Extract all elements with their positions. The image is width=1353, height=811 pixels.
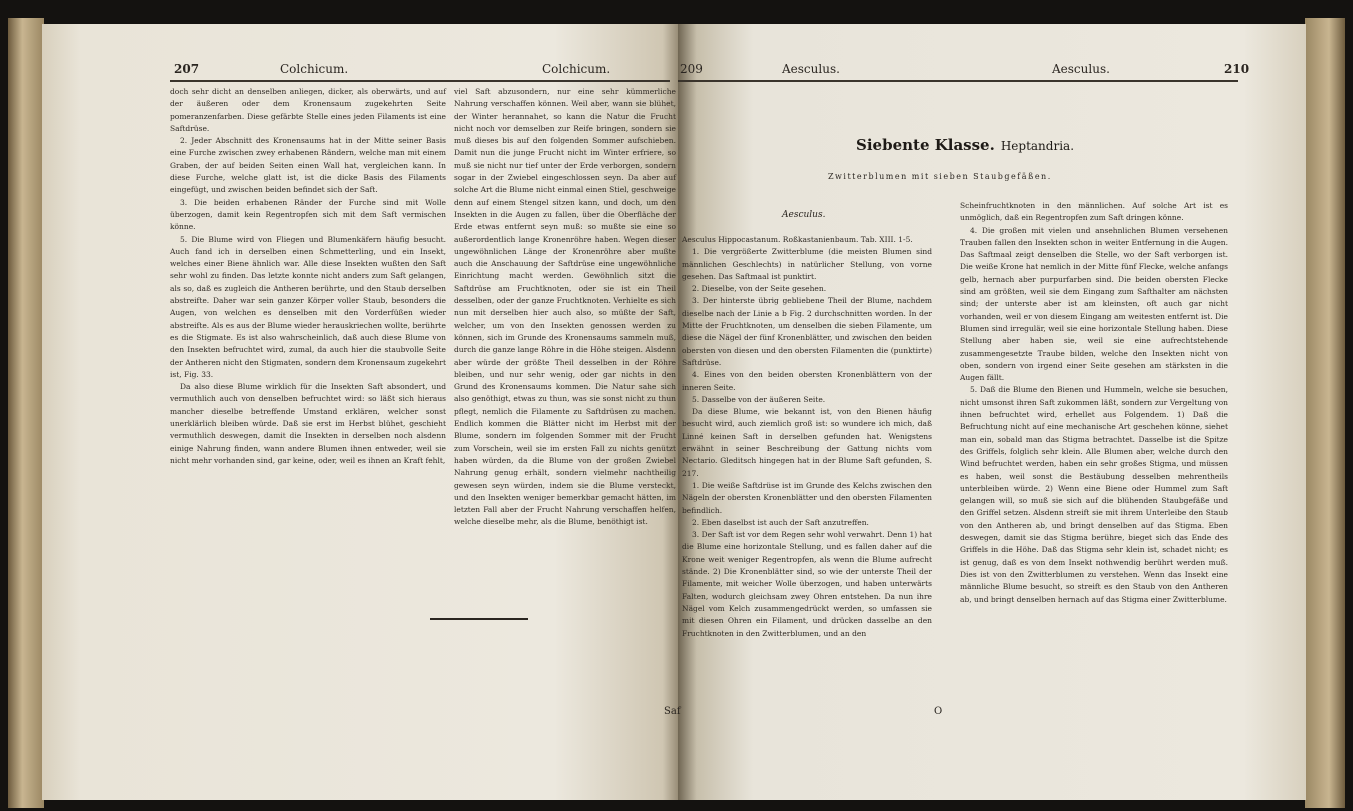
catchword-left: Saf <box>664 706 681 717</box>
paragraph: Aesculus Hippocastanum. Roßkastanienbaum. Tab. XIII. 1-5. <box>682 235 913 244</box>
left-running-head-2: Colchicum. <box>542 62 611 76</box>
left-page-edges <box>8 18 44 808</box>
left-running-head: Colchicum. <box>280 62 349 76</box>
signature-mark: O <box>934 706 943 717</box>
left-header-rule <box>170 80 670 82</box>
chapter-title-german: Siebente Klasse. <box>856 136 995 154</box>
paragraph: 2. Jeder Abschnitt des Kronensaums hat in der Mitte seiner Basis eine Furche zwischen zwey erhabenen Rändern, welche man mit einem Graben, der auf beiden Seiten einen Wall hat, vergleichen kann. In diese Furche, welche glatt ist, ist die dicke Basis des Filaments eingefügt, und zwischen beiden befindet sich der Saft. <box>170 136 446 195</box>
right-page <box>664 24 1306 800</box>
paragraph: 1. Die vergrößerte Zwitterblume (die meisten Blumen sind männlichen Geschlechts) in natürlicher Stellung, von vorne gesehen. Das Saftmaal ist punktirt. <box>682 247 932 281</box>
right-column-2 <box>960 200 1228 700</box>
right-column-1 <box>682 234 932 714</box>
paragraph: 3. Der hinterste übrig gebliebene Theil der Blume, nachdem dieselbe nach der Linie a b Fig. 2 durchschnitten worden. In der Mitte der Fruchtknoten, um denselben die sieben Filamente, um diese die Nägel der fünf Kronenblätter, und zwischen den beiden obersten von diesen und den obersten Filamenten die (punktirte) Saftdrüse. <box>682 296 932 367</box>
left-column-1 <box>170 86 446 586</box>
paragraph: 2. Dieselbe, von der Seite gesehen. <box>692 284 827 294</box>
paragraph: 2. Eben daselbst ist auch der Saft anzutreffen. <box>692 517 869 527</box>
right-header-rule <box>678 80 1238 82</box>
chapter-subtitle: Zwitterblumen mit sieben Staubgefäßen. <box>828 172 1052 181</box>
chapter-title-latin: Heptandria. <box>1000 139 1075 153</box>
paragraph: viel Saft abzusondern, nur eine sehr kümmerliche Nahrung verschaffen können. Weil aber, wann sie blühet, der Winter herannahet, so kann die Natur die Frucht nicht noch vor demselben zur Reife bringen, sondern sie muß dieses bis auf den folgenden Sommer aufschieben. Damit nun die junge Frucht nicht im Winter erfriere, so muß sie nicht nur tief unter der Erde verborgen, sondern sogar in der Zwiebel eingeschlossen seyn. Da aber auf solche Art die Blume nicht einmal einen Stiel, geschweige denn auf einem Stengel sitzen kann, und doch, um den Insekten in die Augen zu fallen, über die Oberfläche der Erde etwas entfernt seyn muß: so mußte sie eine so außerordentlich lange Kronenröhre haben. Wegen dieser ungewöhnlichen Länge der Kronenröhre aber mußte auch die Anschauung der Saftdrüse eine ungewöhnliche Einrichtung macht werden. Gewöhnlich sitzt die Saftdrüse am Fruchtknoten, oder sie ist ein Theil desselben, oder der ganze Fruchtknoten. Verhielte es sich nun mit derselben hier auch also, so müßte der Saft, welcher, um von den Insekten genossen werden zu können, sich im Grunde des Kronensaums sammeln muß, durch die ganze lange Röhre in die Höhe steigen. Alsdenn aber würde der größte Theil desselben in der Röhre bleiben, und nur sehr wenig, oder gar nichts in den Grund des Kronensaums kommen. Die Natur sahe sich also genöthigt, etwas zu thun, was sie sonst nicht zu thun pflegt, nemlich die Filamente zu Saftdrüsen zu machen. Endlich kommen die Blätter nicht im Herbst mit der Blume, sondern im folgenden Sommer mit der Frucht zum Vorschein, weil sie im ersten Fall zu nichts genützt haben würden, da die Blume von der großen Zwiebel Nahrung genug erhält, sondern vielmehr nachtheilig gewesen seyn würden, indem sie die Blume versteckt, und den Insekten weniger bemerkbar gemacht hätten, im letzten Fall aber der Frucht Nahrung verschaffen helfen, welche dieselbe mehr, als die Blume, benöthigt ist. <box>454 87 676 527</box>
right-leading-page-number: 209 <box>680 62 703 76</box>
paragraph: 5. Daß die Blume den Bienen und Hummeln, welche sie besuchen, nicht umsonst ihren Saft zukommen läßt, sondern zur Vergeltung von ihnen befruchtet wird, erhellet aus Folgendem. 1) Daß die Befruchtung nicht auf eine mechanische Art geschehen könne, siehet man ein, sobald man das Stigma betrachtet. Dasselbe ist die Spitze des Griffels, folglich sehr klein. Alle Blumen aber, welche durch den Wind befruchtet werden, haben ein sehr großes Stigma, und müssen es haben, weil sonst die Bestäubung desselben mehrentheils unterbleiben würde. 2) Wenn eine Biene oder Hummel zum Saft gelangen will, so muß sie sich auf die blühenden Staubgefäße und den Griffel setzen. Alsdenn streift sie mit ihrem Unterleibe den Staub von den Antheren ab, und bringt denselben auf das Stigma. Eben deswegen, damit sie das Stigma berühre, bieget sich das Ende des Griffels in die Höhe. Daß das Stigma sehr klein ist, schadet nicht; es ist genug, daß es von dem Insekt nothwendig berührt werden muß. Dies ist von den Zwitterblumen zu verstehen. Wenn das Insekt eine männliche Blume besucht, so streift es den Staub von den Antheren ab, und bringt denselben hernach auf das Stigma einer Zwitterblume. <box>960 385 1228 604</box>
paragraph: 4. Eines von den beiden obersten Kronenblättern von der inneren Seite. <box>682 370 932 392</box>
paragraph: 5. Die Blume wird von Fliegen und Blumenkäfern häufig besucht. Auch fand ich in derselben einen Schmetterling, und ein Insekt, welches einer Biene ähnlich war. Alle diese Insekten wußten den Saft sehr wohl zu finden. Das letzte konnte nicht anders zum Saft gelangen, als so, daß es zugleich die Antheren berührte, und den Staub derselben abstreifte. Daher war sein ganzer Körper voller Staub, besonders die Augen, von welchen es denselben mit den Vorderfüßen wieder abstreifte. Als es aus der Blume wieder herauskriechen wollte, berührte es die Stigmate. Es ist also wahrscheinlich, daß auch diese Blume von den Insekten befruchtet wird, zumal, da auch hier die staubvolle Seite der Antheren nicht den Stigmaten, sondern dem Kronensaum zugekehrt ist, Fig. 33. <box>170 234 446 379</box>
section-end-rule <box>430 618 528 620</box>
left-page-number: 207 <box>174 62 200 76</box>
genus-heading: Aesculus. <box>782 210 826 220</box>
paragraph: 1. Die weiße Saftdrüse ist im Grunde des Kelchs zwischen den Nägeln der obersten Kronenblätter und den obersten Filamenten befindlich. <box>682 480 932 515</box>
right-running-head: Aesculus. <box>782 62 840 76</box>
paragraph: Da diese Blume, wie bekannt ist, von den Bienen häufig besucht wird, auch ziemlich groß ist: so wundere ich mich, daß Linné keinen Saft in derselben gefunden hat. Wenigstens erwähnt in seiner Beschreibung der Gattung nichts vom Nectario. Gleditsch hingegen hat in der Blume Saft gefunden, S. 217. <box>682 407 932 478</box>
paragraph: 3. Der Saft ist vor dem Regen sehr wohl verwahrt. Denn 1) hat die Blume eine horizontale Stellung, und es fallen daher auf die Krone weit weniger Regentropfen, als wenn die Blume aufrecht stände. 2) Die Kronenblätter sind, so wie der unterste Theil der Filamente, mit weicher Wolle überzogen, und haben unterwärts Falten, wodurch gleichsam zwey Ohren entstehen. Da nun ihre Nägel vom Kelch zusammengedrückt werden, so umfassen sie mit diesen Ohren ein Filament, und drücken dasselbe an den Fruchtknoten in den Zwitterblumen, und an den <box>682 530 932 638</box>
chapter-title <box>856 136 1074 154</box>
paragraph: Da also diese Blume wirklich für die Insekten Saft absondert, und vermuthlich auch von denselben befruchtet wird: so läßt sich hieraus mancher dieselbe betreffende Umstand erklären, welcher sonst unerklärlich bleiben würde. Daß sie erst im Herbst blühet, geschieht vermuthlich deswegen, damit die Insekten in derselben noch alsdenn einige Nahrung finden, wann andere Blumen ihnen entweder, weil sie nicht mehr vorhanden sind, gar keine, oder, weil es ihnen an Kraft fehlt, <box>170 382 446 465</box>
right-page-number: 210 <box>1224 62 1250 76</box>
left-page <box>42 24 682 800</box>
right-page-edges <box>1305 18 1345 808</box>
paragraph: 5. Dasselbe von der äußeren Seite. <box>692 394 826 404</box>
open-book <box>8 18 1345 808</box>
paragraph: 3. Die beiden erhabenen Ränder der Furche sind mit Wolle überzogen, damit kein Regentropfen sich mit dem Saft vermischen könne. <box>170 197 446 232</box>
paragraph: doch sehr dicht an denselben anliegen, dicker, als oberwärts, und auf der äußeren oder dem Kronensaum zugekehrten Seite pomeranzenfarben. Diese gefärbte Stelle eines jeden Filaments ist eine Saftdrüse. <box>170 87 446 133</box>
left-column-2 <box>454 86 676 566</box>
paragraph: 4. Die großen mit vielen und ansehnlichen Blumen versehenen Trauben fallen den Insekten schon in weiter Entfernung in die Augen. Das Saftmaal zeigt denselben die Stelle, wo der Saft verborgen ist. Die weiße Krone hat nemlich in der Mitte fünf Flecke, welche anfangs gelb, hernach aber purpurfarben sind. Die beiden obersten Flecke sind am größten, weil sie dem Eingang zum Safthalter am nächsten sind; der unterste aber ist am kleinsten, oft auch gar nicht vorhanden, weil er von diesem Eingang am weitesten entfernt ist. Die Blumen sind irregulär, weil sie eine horizontale Stellung haben. Diese Stellung aber haben sie, weil sie eine aufrechtstehende zusammengesetzte Traube bilden, welche den Insekten nicht von oben, sondern von irgend einer Seite gesehen am stärksten in die Augen fällt. <box>960 225 1228 383</box>
paragraph: Scheinfruchtknoten in den männlichen. Auf solche Art ist es unmöglich, daß ein Regentropfen zum Saft dringen könne. <box>960 201 1228 223</box>
right-running-head-2: Aesculus. <box>1052 62 1110 76</box>
